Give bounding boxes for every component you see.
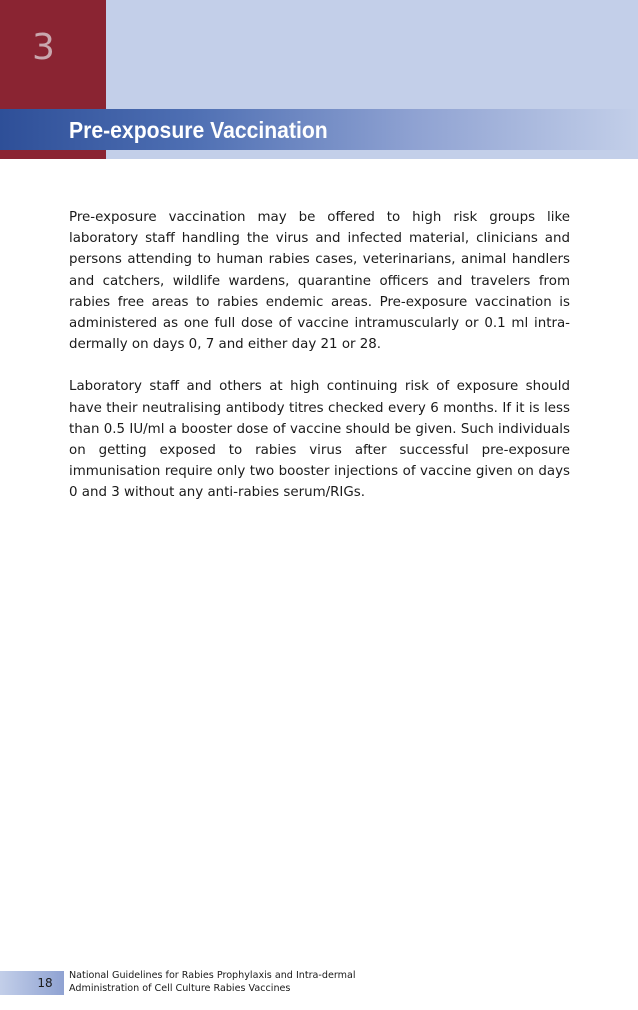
footer-line: Administration of Cell Culture Rabies Vaccines: [69, 983, 291, 994]
chapter-number: 3: [32, 27, 55, 68]
body-text: [69, 207, 570, 525]
running-footer: [69, 969, 399, 995]
page-number: 18: [37, 976, 53, 990]
paragraph: Laboratory staff and others at high continuing risk of exposure should have their neutralising antibody titres checked every 6 months. If it is less than 0.5 IU/ml a booster dose of vaccine should be given. Such individuals on getting exposed to rabies virus after successful pre-exposure immunisation require only two booster injections of vaccine given on days 0 and 3 without any anti-rabies serum/RIGs.: [69, 379, 570, 501]
paragraph: Pre-exposure vaccination may be offered to high risk groups like laboratory staff handling the virus and infected material, clinicians and persons attending to human rabies cases, veterinarians, animal handlers and catchers, wildlife wardens, quarantine officers and travelers from rabies free areas to rabies endemic areas. Pre-exposure vaccination is administered as one full dose of vaccine intramuscularly or 0.1 ml intra-dermally on days 0, 7 and either day 21 or 28.: [69, 210, 570, 353]
section-title: Pre-exposure Vaccination: [69, 117, 328, 143]
footer-line: National Guidelines for Rabies Prophylaxis and Intra-dermal: [69, 970, 356, 981]
